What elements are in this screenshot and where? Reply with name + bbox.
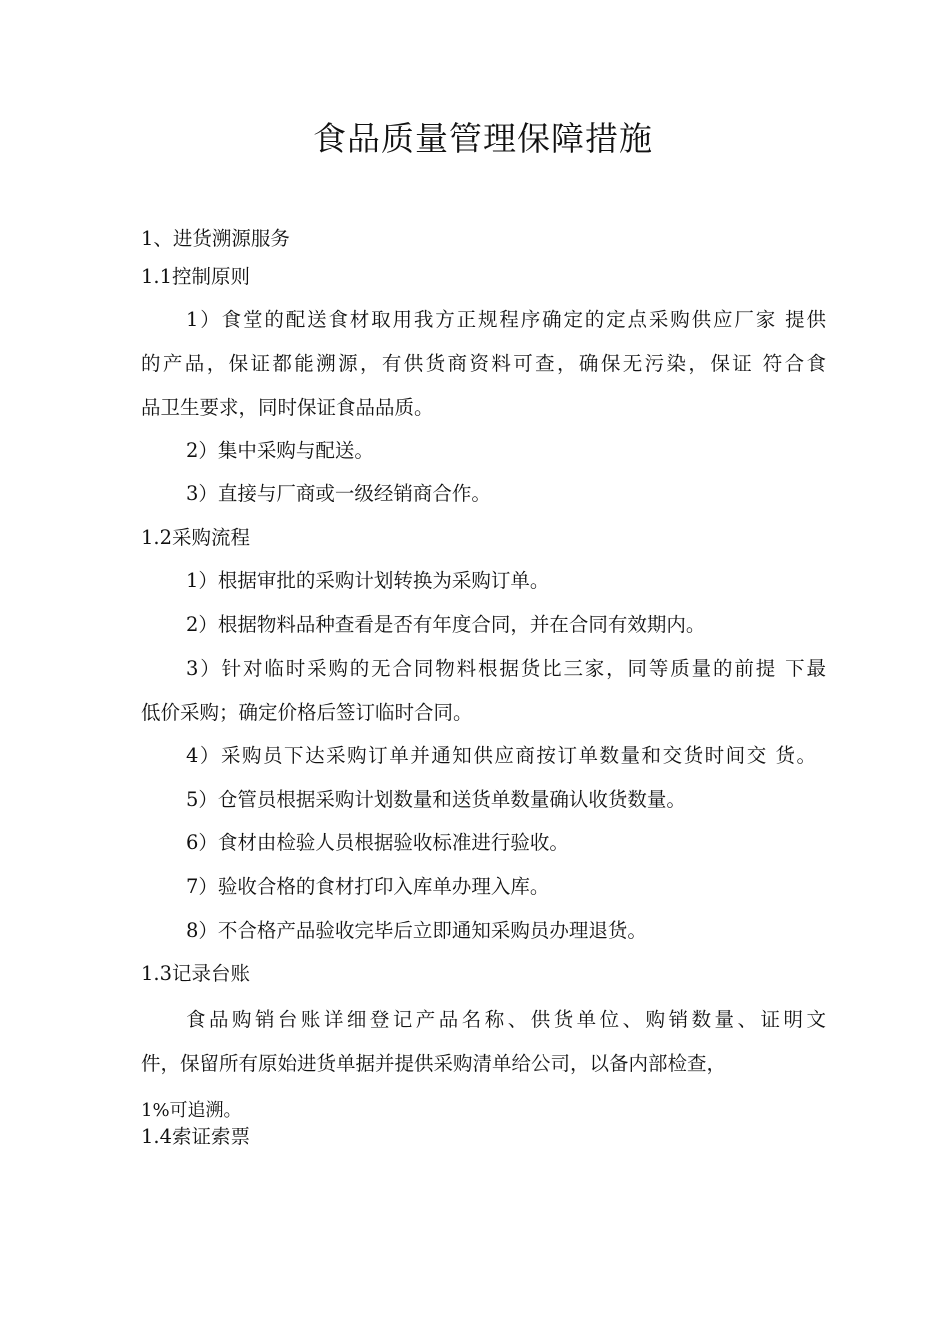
- subsection-heading: 1.3记录台账: [141, 962, 251, 985]
- paragraph-line: 3）直接与厂商或一级经销商合作。: [186, 482, 491, 505]
- paragraph-line: 品卫生要求，同时保证食品品质。: [141, 396, 434, 419]
- subsection-heading: 1.2采购流程: [141, 526, 251, 549]
- paragraph-line: 1）根据审批的采购计划转换为采购订单。: [186, 569, 550, 592]
- paragraph-line: 8）不合格产品验收完毕后立即通知采购员办理退货。: [186, 919, 647, 942]
- paragraph-line: 2）根据物料品种查看是否有年度合同，并在合同有效期内。: [186, 613, 706, 636]
- paragraph-line: 1%可追溯。: [141, 1100, 242, 1121]
- paragraph-line: 的产品，保证都能溯源，有供货商资料可查，确保无污染，保证 符合食: [141, 352, 826, 375]
- paragraph-line: 件，保留所有原始进货单据并提供采购清单给公司，以备内部检查，: [141, 1052, 727, 1075]
- paragraph-line: 7）验收合格的食材打印入库单办理入库。: [186, 875, 550, 898]
- paragraph-line: 1）食堂的配送食材取用我方正规程序确定的定点采购供应厂家 提供: [186, 308, 826, 331]
- paragraph-line: 3）针对临时采购的无合同物料根据货比三家，同等质量的前提 下最: [186, 657, 826, 680]
- paragraph-line: 食品购销台账详细登记产品名称、供货单位、购销数量、证明文: [186, 1008, 826, 1031]
- paragraph-line: 4）采购员下达采购订单并通知供应商按订单数量和交货时间交 货。: [186, 744, 816, 767]
- subsection-heading: 1.1控制原则: [141, 265, 251, 288]
- section-heading: 1、进货溯源服务: [141, 227, 290, 250]
- paragraph-line: 6）食材由检验人员根据验收标准进行验收。: [186, 831, 569, 854]
- document-title: 食品质量管理保障措施: [313, 119, 653, 158]
- subsection-heading: 1.4索证索票: [141, 1125, 251, 1148]
- paragraph-line: 低价采购；确定价格后签订临时合同。: [141, 701, 473, 724]
- paragraph-line: 2）集中采购与配送。: [186, 439, 374, 462]
- paragraph-line: 5）仓管员根据采购计划数量和送货单数量确认收货数量。: [186, 788, 686, 811]
